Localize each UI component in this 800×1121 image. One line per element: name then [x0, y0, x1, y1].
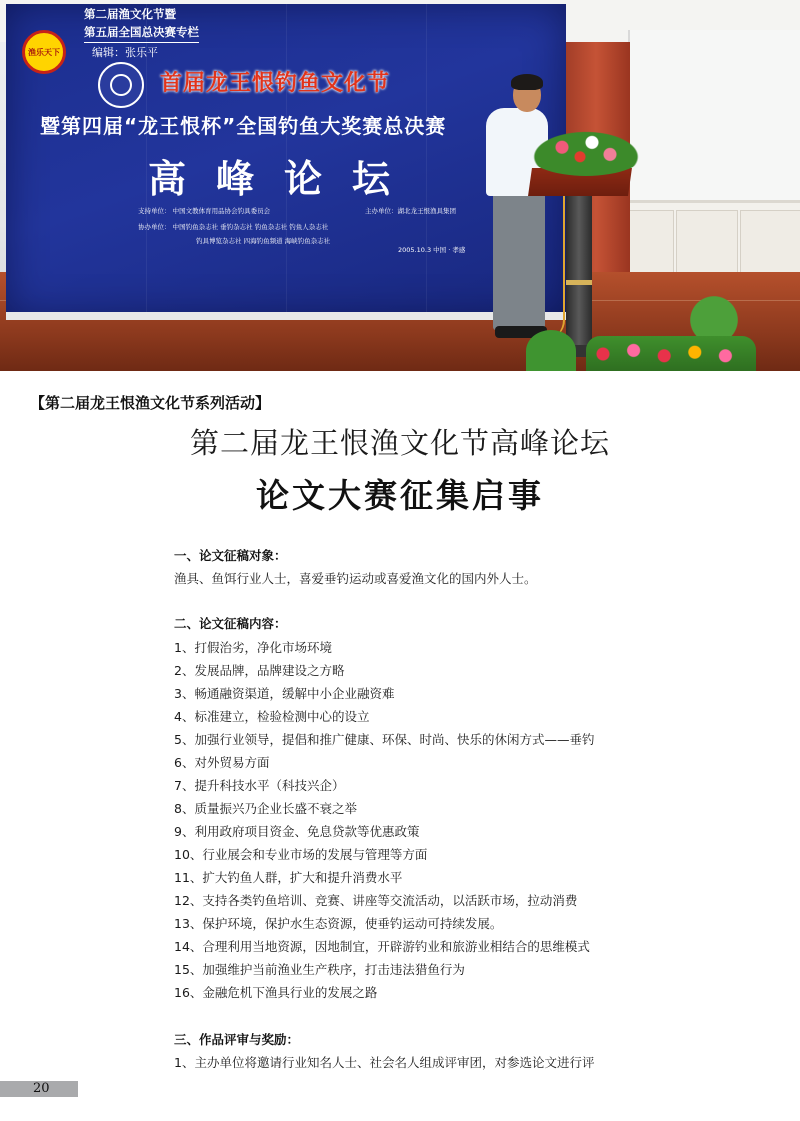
- list-item: 12、支持各类钓鱼培训、竞赛、讲座等交流活动，以活跃市场，拉动消费: [174, 893, 578, 908]
- list-item: 3、畅通融资渠道，缓解中小企业融资难: [174, 686, 395, 701]
- banner-date: 2005.10.3 中国 · 孝感: [398, 246, 466, 254]
- banner-support: 支持单位： 中国文教体育用品协会钓具委员会: [138, 207, 271, 215]
- list-item: 9、利用政府项目资金、免息贷款等优惠政策: [174, 824, 420, 839]
- banner-hem: [6, 312, 566, 320]
- badge-text: 渔乐天下: [28, 47, 60, 57]
- list-item: 16、金融危机下渔具行业的发展之路: [174, 985, 378, 1000]
- list-item: 8、质量振兴乃企业长盛不衰之举: [174, 801, 357, 816]
- list-item: 13、保护环境，保护水生态资源，使垂钓运动可持续发展。: [174, 916, 503, 931]
- section-text: 渔具、鱼饵行业人士，喜爱垂钓运动或喜爱渔文化的国内外人士。: [174, 571, 537, 586]
- podium-ring: [566, 280, 592, 285]
- list-item: 1、打假治劣，净化市场环境: [174, 640, 332, 655]
- podium-flowers: [526, 128, 646, 176]
- flower-bed: [586, 336, 756, 371]
- section-heading: 三、作品评审与奖励：: [174, 1032, 300, 1047]
- banner-co-organizers-2: 钓具博览杂志社 四海钓鱼频道 海峡钓鱼杂志社: [196, 237, 331, 245]
- mic-cable: [545, 190, 565, 340]
- potted-plant: [526, 330, 576, 371]
- list-item: 7、提升科技水平（科技兴企）: [174, 778, 345, 793]
- column-editor: 编辑：张乐平: [92, 46, 158, 59]
- banner-host: 主办单位：湖北龙王恨渔具集团: [365, 207, 456, 215]
- column-label-line1: 第二届渔文化节暨: [84, 7, 176, 21]
- organizer-logo-icon: [98, 62, 144, 108]
- banner-co-organizers: 协办单位： 中国钓鱼杂志社 垂钓杂志社 钓鱼杂志社 钓鱼人杂志社: [138, 223, 329, 231]
- list-item: 14、合理利用当地资源，因地制宜，开辟游钓业和旅游业相结合的思维模式: [174, 939, 590, 954]
- page-title: 第二届龙王恨渔文化节高峰论坛: [189, 426, 610, 460]
- banner-fold: [426, 4, 427, 318]
- list-item: 6、对外贸易方面: [174, 755, 270, 770]
- speaker-legs: [493, 190, 545, 330]
- list-item: 4、标准建立，检验检测中心的设立: [174, 709, 370, 724]
- section-text: 1、主办单位将邀请行业知名人士、社会名人组成评审团，对参选论文进行评: [174, 1055, 595, 1070]
- banner-forum-title: 高峰论坛: [148, 156, 421, 201]
- section-heading: 一、论文征稿对象：: [174, 548, 287, 563]
- page-subtitle: 论文大赛征集启事: [256, 476, 544, 515]
- column-label-line2: 第五届全国总决赛专栏: [84, 24, 199, 43]
- event-photo: [0, 0, 800, 371]
- speaker-hair: [511, 74, 543, 90]
- banner-title-red: 首届龙王恨钓鱼文化节: [160, 70, 391, 96]
- series-label: 【第二届龙王恨渔文化节系列活动】: [30, 394, 271, 412]
- list-item: 11、扩大钓鱼人群，扩大和提升消费水平: [174, 870, 403, 885]
- podium-stand: [566, 190, 592, 352]
- list-item: 15、加强维护当前渔业生产秩序，打击违法猎鱼行为: [174, 962, 465, 977]
- magazine-badge-icon: [22, 30, 66, 74]
- list-item: 10、行业展会和专业市场的发展与管理等方面: [174, 847, 428, 862]
- banner-title-white: 暨第四届“龙王恨杯”全国钓鱼大奖赛总决赛: [40, 114, 447, 138]
- section-heading: 二、论文征稿内容：: [174, 616, 287, 631]
- list-item: 2、发展品牌，品牌建设之方略: [174, 663, 345, 678]
- list-item: 5、加强行业领导，提倡和推广健康、环保、时尚、快乐的休闲方式——垂钓: [174, 732, 595, 747]
- page-number: 20: [33, 1081, 50, 1096]
